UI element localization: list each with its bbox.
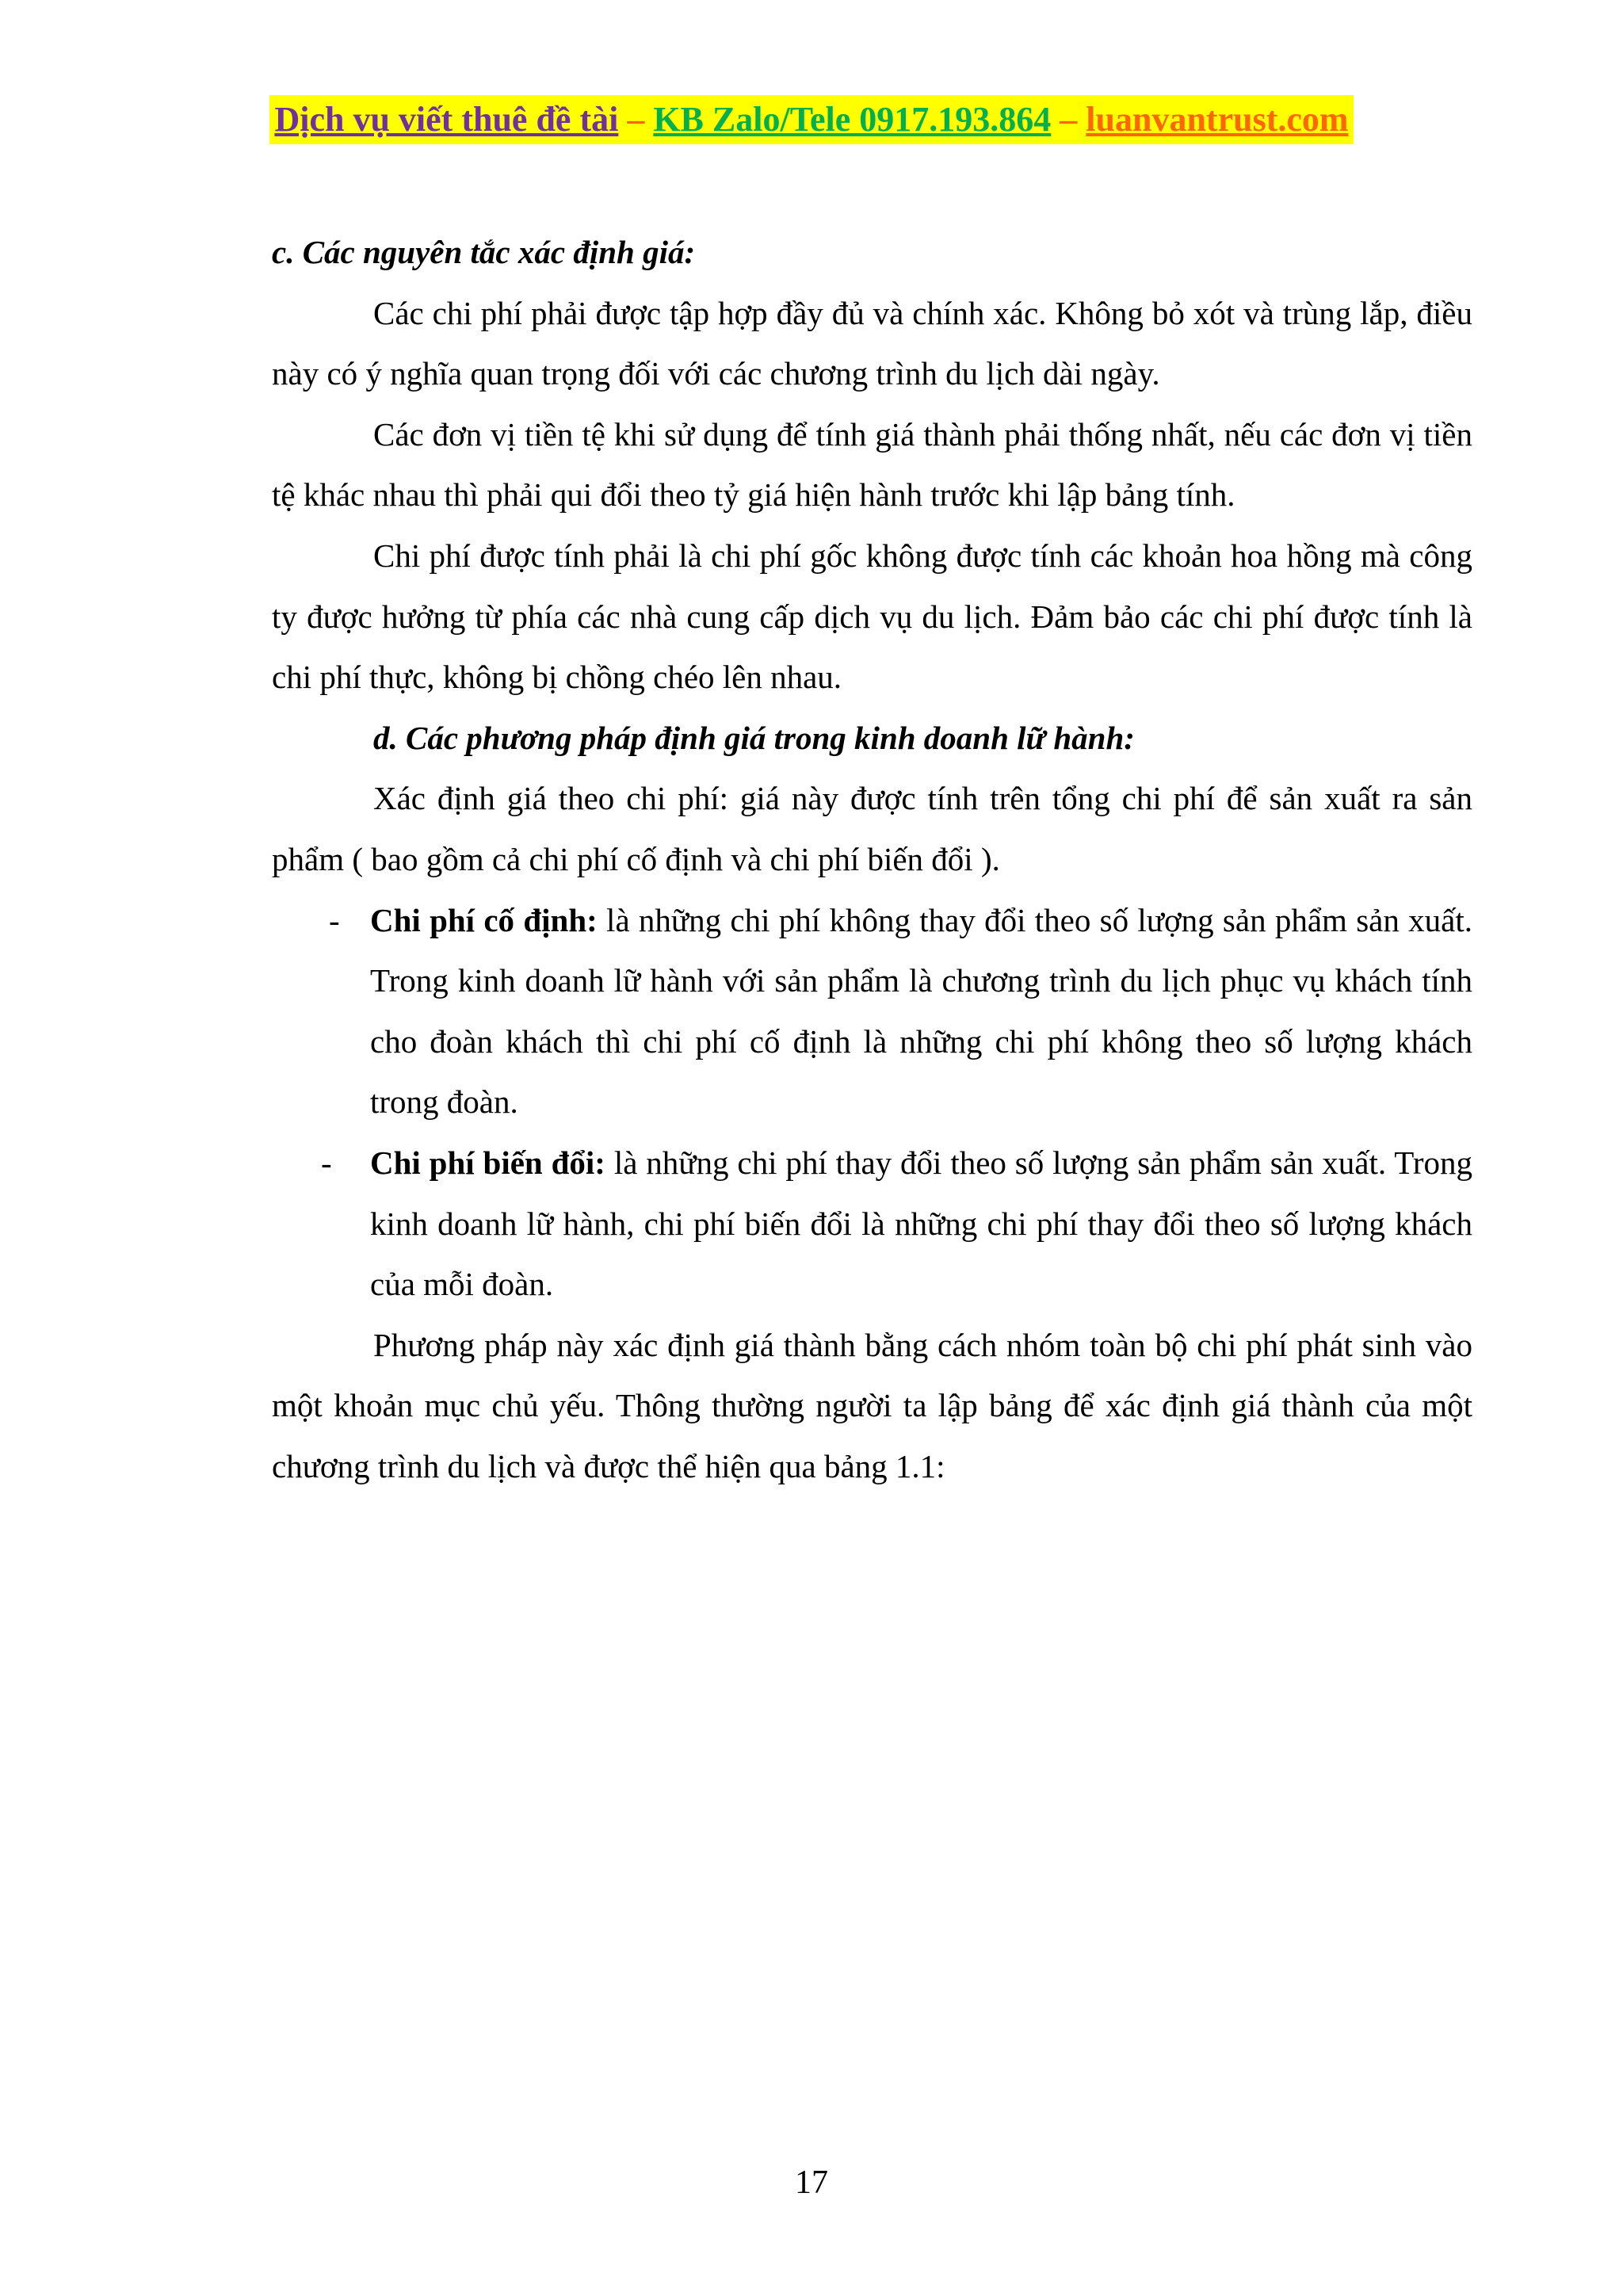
- section-c-heading: c. Các nguyên tắc xác định giá:: [272, 234, 696, 270]
- page-number: 17: [795, 2164, 828, 2201]
- variable-cost-item: [272, 1133, 1472, 1315]
- section-c-paragraph-2: Các đơn vị tiền tệ khi sử dụng để tính giá thành phải thống nhất, nếu các đơn vị tiền tệ khác nhau thì phải qui đổi theo tỷ giá hiện hành trước khi lập bảng tính.: [272, 415, 1472, 514]
- fixed-cost-item: [272, 890, 1472, 1133]
- variable-cost-term: Chi phí biến đổi:: [370, 1144, 605, 1181]
- banner-service-link[interactable]: Dịch vụ viết thuê đề tài: [274, 100, 619, 139]
- section-d-intro: Xác định giá theo chi phí: giá này được tính trên tổng chi phí để sản xuất ra sản phẩm ( bao gồm cả chi phí cố định và chi phí biến đổi ).: [272, 780, 1472, 877]
- list-dash: -: [321, 1144, 332, 1181]
- banner-highlight: [269, 95, 1353, 144]
- section-c-paragraph-1: Các chi phí phải được tập hợp đầy đủ và chính xác. Không bỏ xót và trùng lắp, điều này có ý nghĩa quan trọng đối với các chương trình du lịch dài ngày.: [272, 294, 1472, 392]
- fixed-cost-term: Chi phí cố định:: [370, 901, 598, 938]
- fixed-cost-text: là những chi phí không thay đổi theo số lượng sản phẩm sản xuất. Trong kinh doanh lữ hành với sản phẩm là chương trình du lịch phục vụ khách tính cho đoàn khách thì chi phí cố định là những chi phí không theo số lượng khách trong đoàn.: [370, 901, 1472, 1121]
- section-d-closing: Phương pháp này xác định giá thành bằng cách nhóm toàn bộ chi phí phát sinh vào một khoản mục chủ yếu. Thông thường người ta lập bảng để xác định giá thành của một chương trình du lịch và được thể hiện qua bảng 1.1:: [272, 1326, 1472, 1484]
- banner-separator: –: [1051, 100, 1086, 139]
- header-banner: [0, 95, 1623, 144]
- banner-separator: –: [618, 100, 654, 139]
- banner-website-link[interactable]: luanvantrust.com: [1086, 100, 1349, 139]
- banner-contact-link[interactable]: KB Zalo/Tele 0917.193.864: [653, 100, 1052, 139]
- variable-cost-text: là những chi phí thay đổi theo số lượng sản phẩm sản xuất. Trong kinh doanh lữ hành, chi phí biến đổi là những chi phí thay đổi theo số lượng khách của mỗi đoàn.: [370, 1144, 1472, 1303]
- section-d-heading: d. Các phương pháp định giá trong kinh doanh lữ hành:: [373, 719, 1135, 756]
- body-text: [272, 222, 1472, 1496]
- list-dash: -: [329, 901, 340, 938]
- section-c-paragraph-3: Chi phí được tính phải là chi phí gốc không được tính các khoản hoa hồng mà công ty được hưởng từ phía các nhà cung cấp dịch vụ du lịch. Đảm bảo các chi phí được tính là chi phí thực, không bị chồng chéo lên nhau.: [272, 537, 1472, 696]
